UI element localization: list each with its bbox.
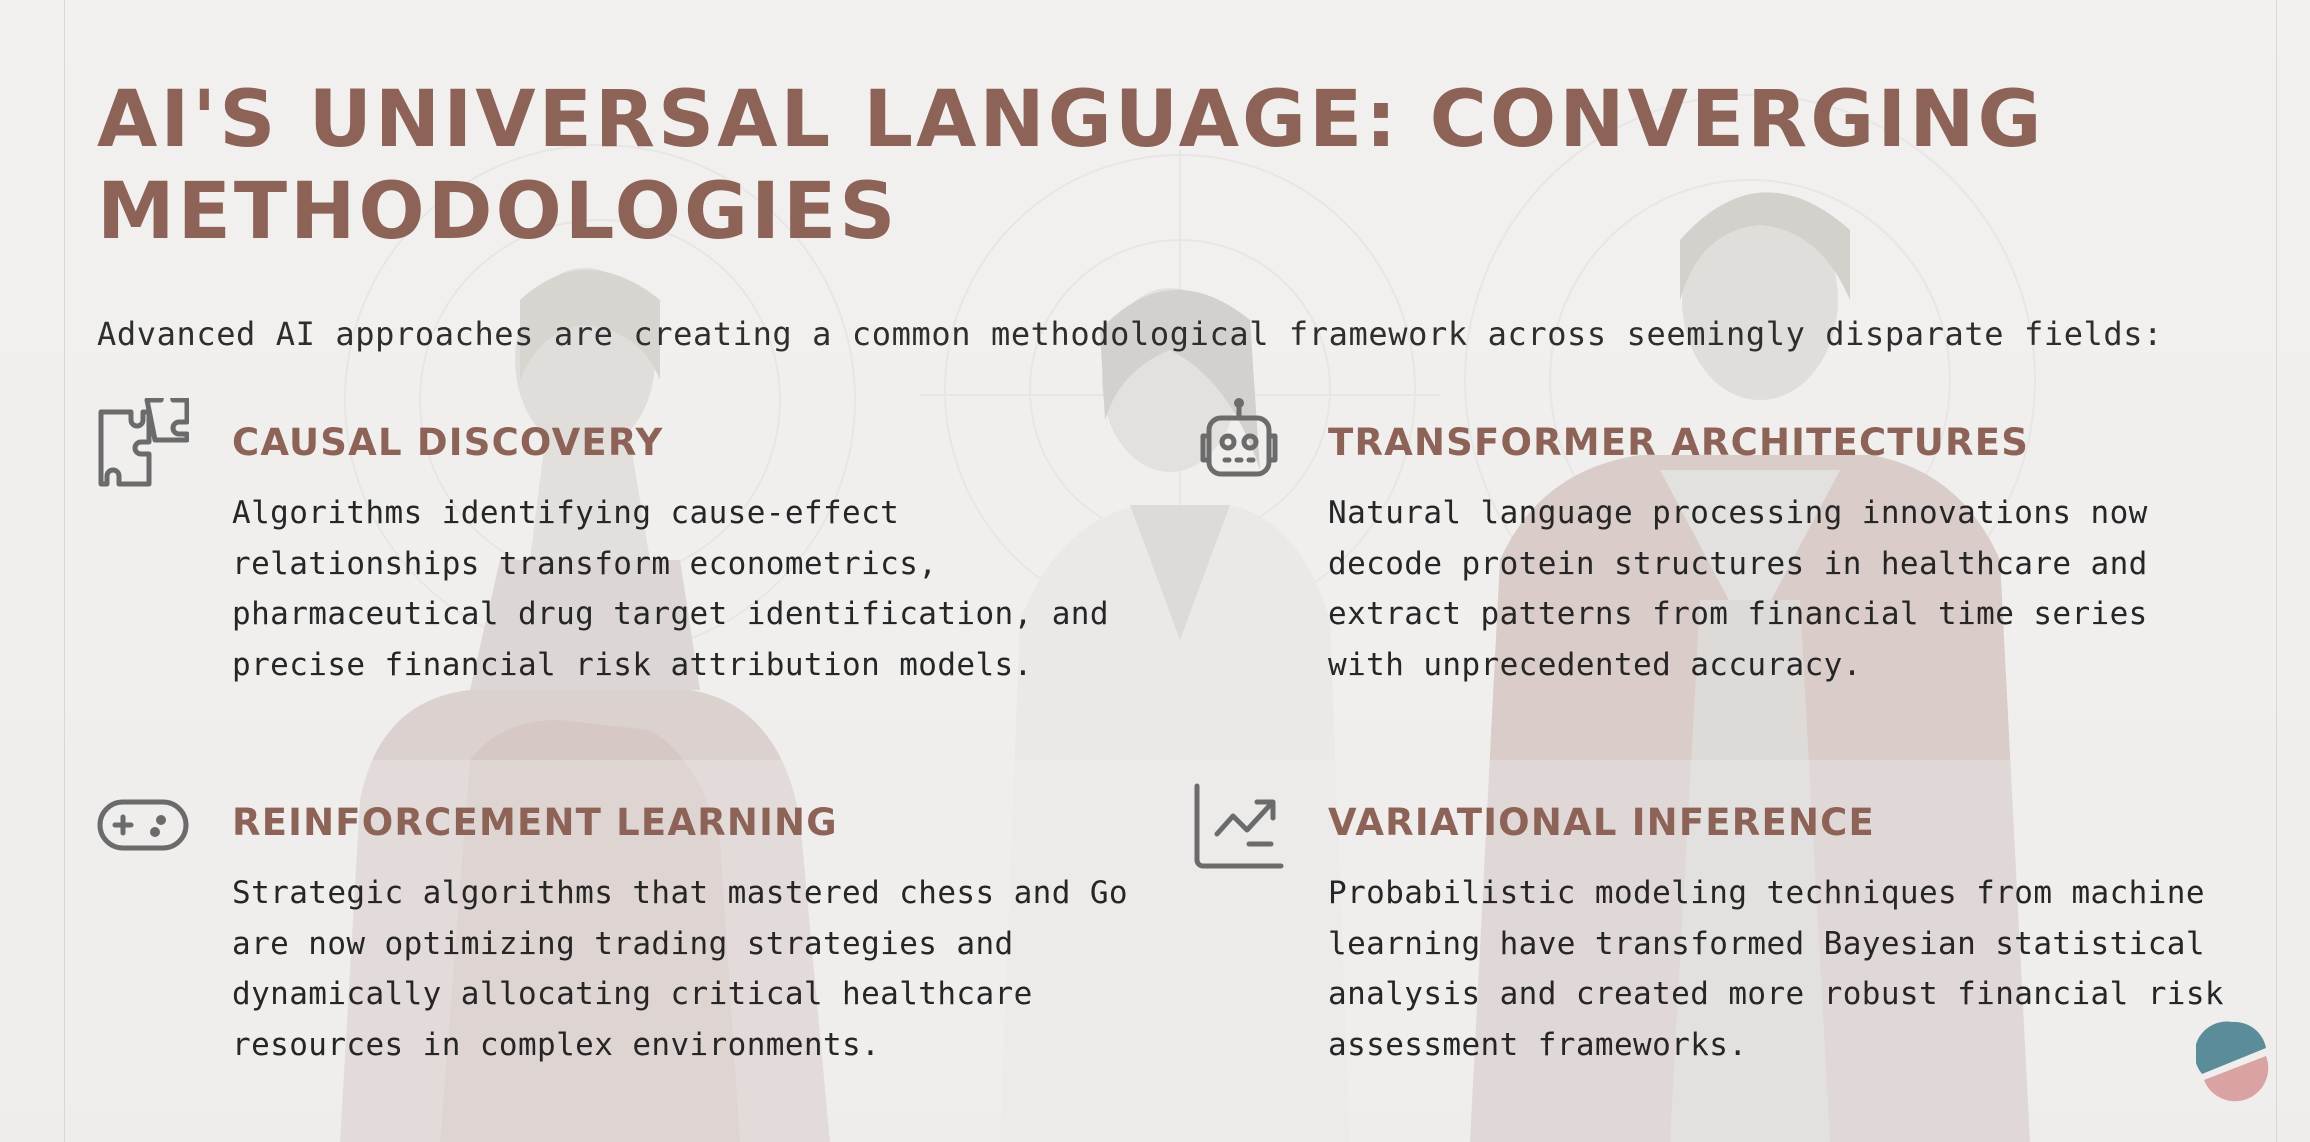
slide-title: AI'S UNIVERSAL LANGUAGE: CONVERGING METHODOLOGIES	[97, 75, 2045, 257]
card-body: Strategic algorithms that mastered chess and Go are now optimizing trading strategies and dynamically allocating critical healthcare resources in complex environments.	[232, 875, 1128, 1063]
card-body: Probabilistic modeling techniques from machine learning have transformed Bayesian statistical analysis and created more robust financial risk assessment frameworks.	[1328, 875, 2224, 1063]
puzzle-icon	[97, 398, 189, 490]
gamepad-icon	[97, 778, 189, 870]
card-heading: CAUSAL DISCOVERY	[232, 421, 664, 464]
card-heading: TRANSFORMER ARCHITECTURES	[1328, 421, 2030, 464]
brand-logo	[2196, 1018, 2270, 1102]
slide-subtitle: Advanced AI approaches are creating a common methodological framework across seemingly disparate fields:	[97, 315, 2164, 353]
chart-trend-icon	[1193, 778, 1285, 870]
card-heading: VARIATIONAL INFERENCE	[1328, 801, 1875, 844]
card-heading: REINFORCEMENT LEARNING	[232, 801, 838, 844]
card-body: Algorithms identifying cause-effect relationships transform econometrics, pharmaceutical drug target identification, and precise financial risk attribution models.	[232, 495, 1109, 683]
robot-icon	[1193, 398, 1285, 490]
card-body: Natural language processing innovations now decode protein structures in healthcare and extract patterns from financial time series with unprecedented accuracy.	[1328, 495, 2148, 683]
